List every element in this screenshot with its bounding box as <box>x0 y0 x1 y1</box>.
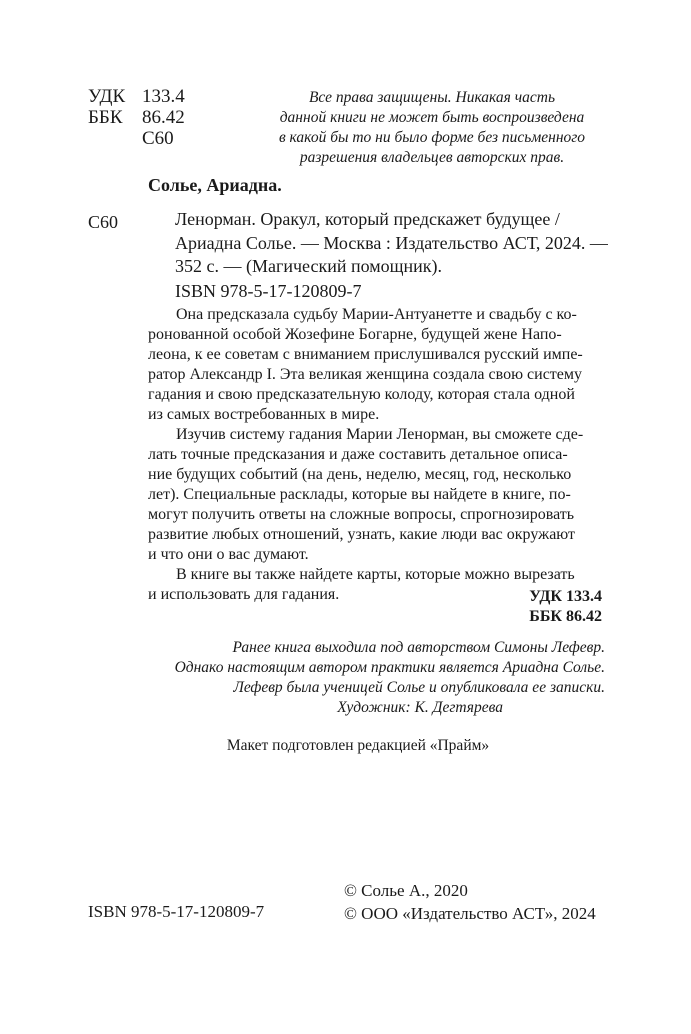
annotation-line: и что они о вас думают. <box>148 546 309 563</box>
annotation-line: гадания и свою предсказательную колоду, которая стала одной <box>148 386 575 403</box>
bibliographic-record <box>175 208 608 279</box>
bib-line: Ариадна Солье. — Москва : Издательство АСТ, 2024. — <box>175 232 608 253</box>
layout-credit: Макет подготовлен редакцией «Прайм» <box>226 737 490 754</box>
classification-codes-bottom <box>529 587 602 627</box>
annotation-line: Изучив систему гадания Марии Ленорман, вы сможете сде- <box>176 426 584 443</box>
copyright-line: © Солье А., 2020 <box>344 881 468 900</box>
code-value: 86.42 <box>142 107 185 128</box>
rights-line: в какой бы то ни было форме без письменного <box>278 129 586 146</box>
bbk-row <box>88 107 185 128</box>
author-heading: Солье, Ариадна. <box>148 175 282 195</box>
artist-credit: Художник: К. Дегтярева <box>337 699 503 716</box>
annotation-line: из самых востребованных в мире. <box>148 406 380 423</box>
annotation-line: развитие любых отношений, узнать, какие люди вас окружают <box>148 526 576 543</box>
copyright-block <box>344 879 596 925</box>
cutter-row <box>88 128 185 149</box>
rights-line: Все права защищены. Никакая часть <box>308 89 556 106</box>
note-line: Лефевр была ученицей Солье и опубликовала ее записки. <box>233 679 605 696</box>
rights-notice <box>262 88 602 168</box>
isbn-top: ISBN 978-5-17-120809-7 <box>175 281 362 301</box>
annotation-line: могут получить ответы на сложные вопросы, спрогнозировать <box>148 506 575 523</box>
code-label <box>88 128 142 149</box>
isbn-bottom: ISBN 978-5-17-120809-7 <box>88 902 265 921</box>
annotation-line: леона, к ее советам с вниманием прислушивался русский импе- <box>148 346 583 363</box>
annotation-line: ние будущих событий (на день, неделю, месяц, год, несколько <box>148 466 572 483</box>
annotation-line: лет). Специальные расклады, которые вы найдете в книге, по- <box>148 486 571 503</box>
note-line: Однако настоящим автором практики является Ариадна Солье. <box>174 659 605 676</box>
copyright-line: © ООО «Издательство АСТ», 2024 <box>344 904 596 923</box>
annotation-line: ронованной особой Жозефине Богарне, будущей жене Напо- <box>148 326 562 343</box>
udk-code: УДК 133.4 <box>529 588 602 605</box>
code-label: ББК <box>88 107 123 128</box>
classification-codes <box>88 86 185 149</box>
bbk-code: ББК 86.42 <box>529 608 602 625</box>
annotation-line: В книге вы также найдете карты, которые можно вырезать <box>176 566 575 583</box>
annotation <box>148 305 603 605</box>
bib-line: 352 с. — (Магический помощник). <box>175 256 443 276</box>
cutter-mark: С60 <box>88 212 119 232</box>
bib-line: Ленорман. Оракул, который предскажет будущее / <box>175 209 560 229</box>
code-value: С60 <box>142 128 174 149</box>
annotation-line: ратор Александр I. Эта великая женщина создала свою систему <box>148 366 583 383</box>
rights-line: разрешения владельцев авторских прав. <box>299 149 565 166</box>
annotation-line: Она предсказала судьбу Марии-Антуанетте и свадьбу с ко- <box>176 306 577 323</box>
udk-row <box>88 86 185 107</box>
previous-edition-note <box>150 638 605 718</box>
code-value: 133.4 <box>142 86 185 107</box>
annotation-line: лать точные предсказания и даже составить детальное описа- <box>148 446 568 463</box>
code-label: УДК <box>88 86 126 107</box>
note-line: Ранее книга выходила под авторством Симоны Лефевр. <box>232 639 605 656</box>
annotation-line: и использовать для гадания. <box>148 586 340 603</box>
rights-line: данной книги не может быть воспроизведена <box>279 109 585 126</box>
